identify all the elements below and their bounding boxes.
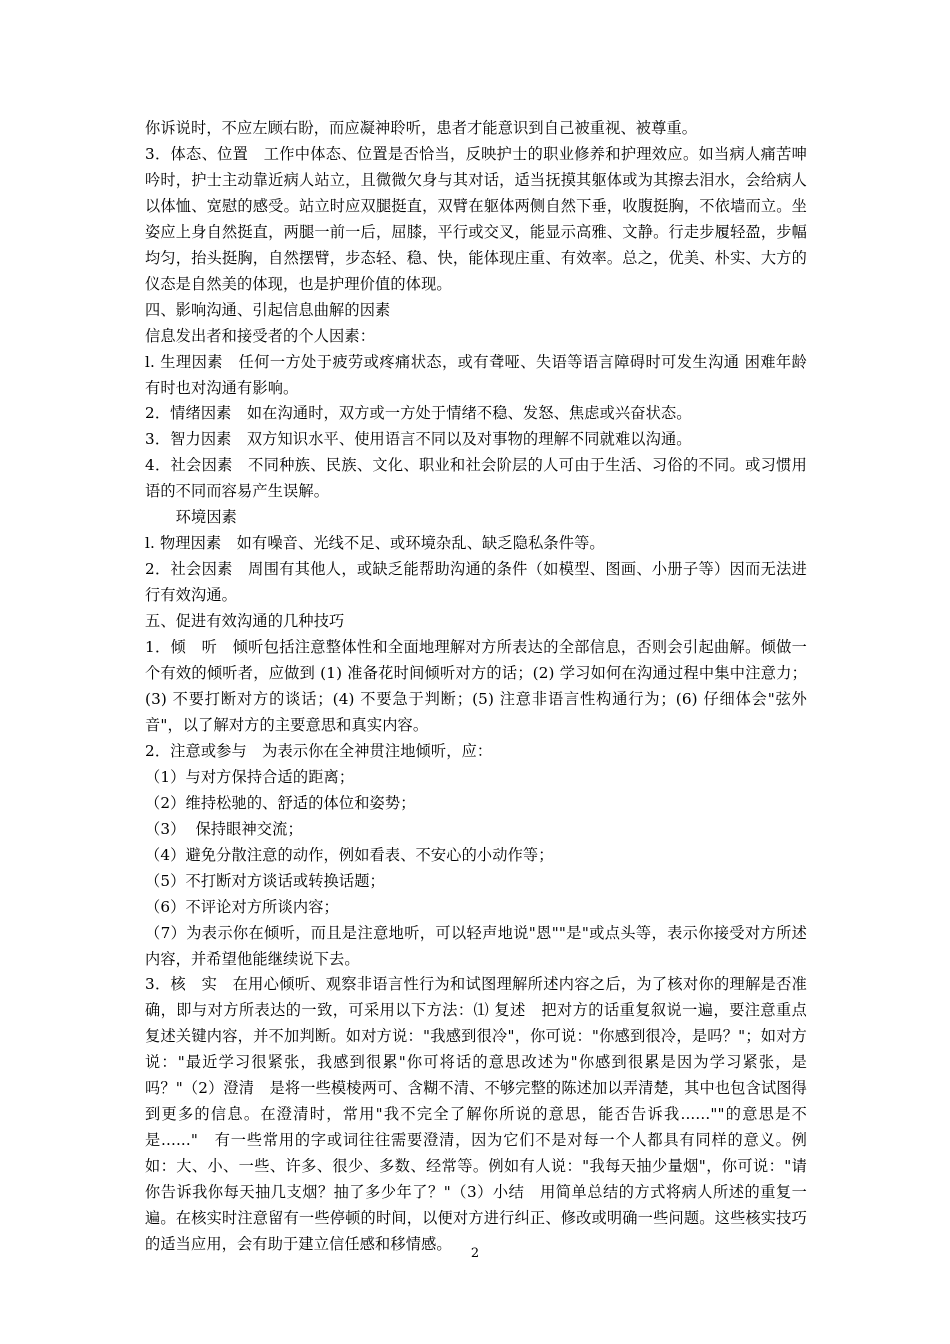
list-item: l. 物理因素 如有噪音、光线不足、或环境杂乱、缺乏隐私条件等。 [145, 534, 605, 553]
list-item: l. 生理因素 任何一方处于疲劳或疼痛状态，或有聋哑、失语等语言障碍时可发生沟通 困难年龄有时也对沟通有影响。 [145, 352, 807, 397]
list-item: （2）维持松驰的、舒适的体位和姿势； [145, 793, 416, 812]
list-item: （3） 保持眼神交流； [145, 819, 303, 838]
paragraph: 你诉说时，不应左顾右盼，而应凝神聆听，患者才能意识到自己被重视、被尊重。 [145, 119, 698, 137]
list-item: （7）为表示你在倾听，而且是注意地听，可以轻声地说"恩""是"或点头等，表示你接受对方所述内容，并希望他能继续说下去。 [145, 923, 807, 968]
paragraph: 2．注意或参与 为表示你在全神贯注地倾听，应： [145, 741, 493, 760]
list-item: （4）避免分散注意的动作，例如看表、不安心的小动作等； [145, 845, 554, 864]
subsection-heading: 环境因素 [145, 508, 238, 527]
list-item: 2．社会因素 周围有其他人，或缺乏能帮助沟通的条件（如模型、图画、小册子等）因而无法进行有效沟通。 [145, 560, 807, 605]
list-item: 4．社会因素 不同种族、民族、文化、职业和社会阶层的人可由于生活、习俗的不同。或习惯用语的不同而容易产生误解。 [145, 456, 807, 501]
list-item: （6）不评论对方所谈内容； [145, 897, 339, 916]
subsection-heading: 信息发出者和接受者的个人因素： [145, 326, 376, 345]
paragraph: 3．核 实 在用心倾听、观察非语言性行为和试图理解所述内容之后，为了核对你的理解是否准确，即与对方所表达的一致，可采用以下方法：⑴ 复述 把对方的话重复叙说一遍，要注意重点复述关键内容，并不加判断。如对方说："我感到很冷"，你可说："你感到很冷，是吗？"；如对方说："最近学习很紧张，我感到很累"你可将话的意思改述为"你感到很累是因为学习紧张，是吗？"（2）澄清 是将一些模棱两可、含糊不清、不够完整的陈述加以弄清楚，其中也包含试图得到更多的信息。在澄清时，常用"我不完全了解你所说的意思，能否告诉我......""的意思是不是......" 有一些常用的字或词往往需要澄清，因为它们不是对每一个人都具有同样的意义。例如：大、小、一些、许多、很少、多数、经常等。例如有人说："我每天抽少量烟"，你可说："请你告诉我你每天抽几支烟？抽了多少年了？"（3）小结 用简单总结的方式将病人所述的重复一遍。在核实时注意留有一些停顿的时间，以便对方进行纠正、修改或明确一些问题。这些核实技巧的适当应用，会有助于建立信任感和移情感。 [145, 975, 807, 1253]
document-body [145, 116, 807, 1258]
section-heading: 四、影响沟通、引起信息曲解的因素 [145, 300, 391, 319]
page-number: 2 [470, 1246, 480, 1261]
list-item: 2．情绪因素 如在沟通时，双方或一方处于情绪不稳、发怒、焦虑或兴奋状态。 [145, 404, 692, 423]
list-item: （1）与对方保持合适的距离； [145, 767, 355, 786]
paragraph: 1．倾 听 倾听包括注意整体性和全面地理解对方所表达的全部信息，否则会引起曲解。倾做一个有效的倾听者，应做到 (1) 准备花时间倾听对方的话；(2) 学习如何在沟通过程中集中注意力；(3) 不要打断对方的谈话；(4) 不要急于判断；(5) 注意非语言性构通行为；(6) 仔细体会"弦外音"，以了解对方的主要意思和真实内容。 [145, 638, 807, 734]
paragraph: 3．体态、位置 工作中体态、位置是否恰当，反映护士的职业修养和护理效应。如当病人痛苦呻吟时，护士主动靠近病人站立，且微微欠身与其对话，适当抚摸其躯体或为其擦去泪水，会给病人以体恤、宽慰的感受。站立时应双腿挺直，双臂在躯体两侧自然下垂，收腹挺胸，不依墙而立。坐姿应上身自然挺直，两腿一前一后，屈膝，平行或交叉，能显示高雅、文静。行走步履轻盈，步幅均匀，抬头挺胸，自然摆臂，步态轻、稳、快，能体现庄重、有效率。总之，优美、朴实、大方的仪态是自然美的体现，也是护理价值的体现。 [145, 144, 807, 293]
list-item: 3．智力因素 双方知识水平、使用语言不同以及对事物的理解不同就难以沟通。 [145, 430, 692, 449]
section-heading: 五、促进有效沟通的几种技巧 [145, 612, 345, 631]
list-item: （5）不打断对方谈话或转换话题； [145, 871, 385, 890]
